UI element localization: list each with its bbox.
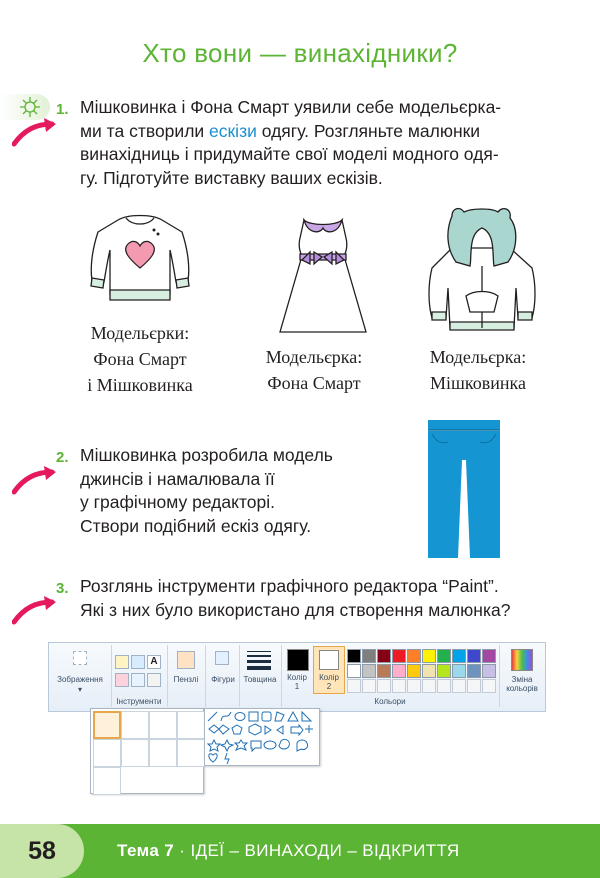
brushes-group [167,645,206,707]
palette-swatch[interactable] [422,649,436,663]
task-1-text [80,96,580,190]
edit-colors-label[interactable] [501,675,543,693]
caption-line: Мішковинка [430,373,526,393]
tools-label: Інструменти [116,697,162,706]
palette-swatch[interactable] [407,664,421,678]
color1-swatch[interactable] [287,649,309,671]
palette-swatch-empty[interactable] [437,679,451,693]
thickness-label[interactable]: Товщина [243,675,277,684]
caption-line: Фона Смарт [93,349,187,369]
palette-swatch[interactable] [362,649,376,663]
jeans-illustration [428,420,500,560]
image-group [49,645,112,707]
colors-group [281,645,500,707]
color2-label [314,673,344,691]
colors-label: Кольори [374,697,406,706]
footer-topic-label: Тема 7 [117,841,175,860]
brush-option[interactable] [93,711,121,739]
text-line: у графічному редакторі. [80,492,276,512]
text-line: винахідниць і придумайте свої моделі модного одя- [80,144,499,164]
color-picker-icon[interactable] [131,673,145,687]
palette-swatch[interactable] [482,649,496,663]
caption-hoodie [408,344,548,396]
palette-swatch[interactable] [482,664,496,678]
text-line: Мішковинка і Фона Смарт уявили себе модельєрка- [80,97,502,117]
fill-icon[interactable] [131,655,145,669]
edit-colors-group [501,645,543,707]
task-number: 3. [56,580,69,597]
tools-group [111,645,168,707]
palette-swatch[interactable] [422,664,436,678]
palette-swatch[interactable] [377,649,391,663]
caption-line: Модельєрка: [265,347,363,367]
color1-label[interactable] [283,673,311,691]
hoodie-illustration [422,204,540,332]
palette-swatch[interactable] [437,649,451,663]
caption-sweater [70,320,210,398]
palette-swatch[interactable] [467,649,481,663]
pointer-arrow-icon [12,466,58,496]
palette-swatch[interactable] [452,664,466,678]
palette-swatch-empty[interactable] [392,679,406,693]
dress-illustration [270,214,376,340]
text-line: Розглянь інструменти графічного редактора “Paint”. [80,576,499,596]
chevron-down-icon[interactable]: ▾ [77,685,82,694]
footer-separator: · [179,841,186,860]
brush-option[interactable] [93,739,121,767]
text-line: Мішковинка розробила модель [80,445,333,465]
task-number: 2. [56,449,69,466]
brush-option[interactable] [177,711,205,739]
page-title: Хто вони — винахідники? [142,38,458,68]
palette-swatch[interactable] [437,664,451,678]
label-line: кольорів [506,684,538,693]
shapes-label[interactable]: Фігури [211,675,235,684]
palette-swatch-empty[interactable] [407,679,421,693]
text-line: гу. Підготуйте виставку ваших ескізів. [80,167,383,188]
pencil-icon[interactable] [115,655,129,669]
color2-button[interactable] [313,646,345,694]
shapes-grid[interactable] [205,709,319,765]
color2-swatch [319,650,339,670]
paint-ribbon [48,642,546,712]
palette-swatch-empty[interactable] [422,679,436,693]
brushes-label[interactable]: Пензлі [173,675,199,684]
caption-line: Модельєрки: [90,323,190,343]
palette-swatch[interactable] [362,664,376,678]
thickness-group [239,645,282,707]
text-line: Які з них було використано для створення малюнка? [80,599,511,620]
group-work-icon [0,94,50,120]
text-icon[interactable]: A [147,655,161,669]
color-palette [347,649,499,697]
brush-option[interactable] [121,739,149,767]
select-icon[interactable] [73,651,87,665]
label-line: Зміна [511,675,533,684]
page-number: 58 [0,824,84,878]
task-2-text [80,444,400,538]
palette-swatch[interactable] [467,664,481,678]
palette-swatch[interactable] [347,649,361,663]
caption-line: Модельєрка: [429,347,527,367]
label-line: 1 [294,682,300,691]
text-span: ми та створили [80,120,210,141]
caption-dress [244,344,384,396]
brush-option[interactable] [93,767,121,795]
caption-line: і Мішковинка [87,375,193,395]
palette-swatch[interactable] [392,664,406,678]
brush-option[interactable] [121,711,149,739]
brush-option[interactable] [149,711,177,739]
palette-swatch[interactable] [452,649,466,663]
magnifier-icon[interactable] [147,673,161,687]
caption-line: Фона Смарт [267,373,361,393]
text-line [80,120,580,144]
palette-swatch-empty[interactable] [452,679,466,693]
text-line: Створи подібний ескіз одягу. [80,515,312,536]
palette-swatch-empty[interactable] [482,679,496,693]
sweater-illustration [84,210,196,306]
palette-swatch-empty[interactable] [377,679,391,693]
label-line: Колір [287,673,307,682]
task-3-text [80,575,590,622]
palette-swatch[interactable] [392,649,406,663]
palette-swatch[interactable] [377,664,391,678]
pointer-arrow-icon [12,596,58,626]
palette-swatch-empty[interactable] [347,679,361,693]
palette-swatch-empty[interactable] [467,679,481,693]
text-span: одягу. Розгляньте малюнки [256,120,481,141]
shapes-icon[interactable] [215,651,229,665]
palette-swatch[interactable] [407,649,421,663]
rainbow-icon[interactable] [511,649,533,671]
task-number: 1. [56,101,69,118]
footer-heading: ІДЕЇ – ВИНАХОДИ – ВІДКРИТТЯ [190,841,460,860]
label-line: Колір [319,673,339,682]
pointer-arrow-icon [12,118,58,148]
shapes-dropdown [204,708,320,766]
brush-icon[interactable] [177,651,195,669]
brush-option[interactable] [177,739,205,767]
palette-swatch[interactable] [347,664,361,678]
brushes-dropdown [90,708,204,794]
image-label[interactable]: Зображення [57,675,103,684]
text-line: джинсів і намалювала її [80,468,275,489]
palette-swatch-empty[interactable] [362,679,376,693]
label-line: 2 [326,682,332,691]
term-link[interactable]: ескізи [209,120,257,141]
eraser-icon[interactable] [115,673,129,687]
footer-topic [117,841,460,861]
shapes-group [207,645,240,707]
brush-option[interactable] [149,739,177,767]
thickness-icon[interactable] [247,651,271,670]
